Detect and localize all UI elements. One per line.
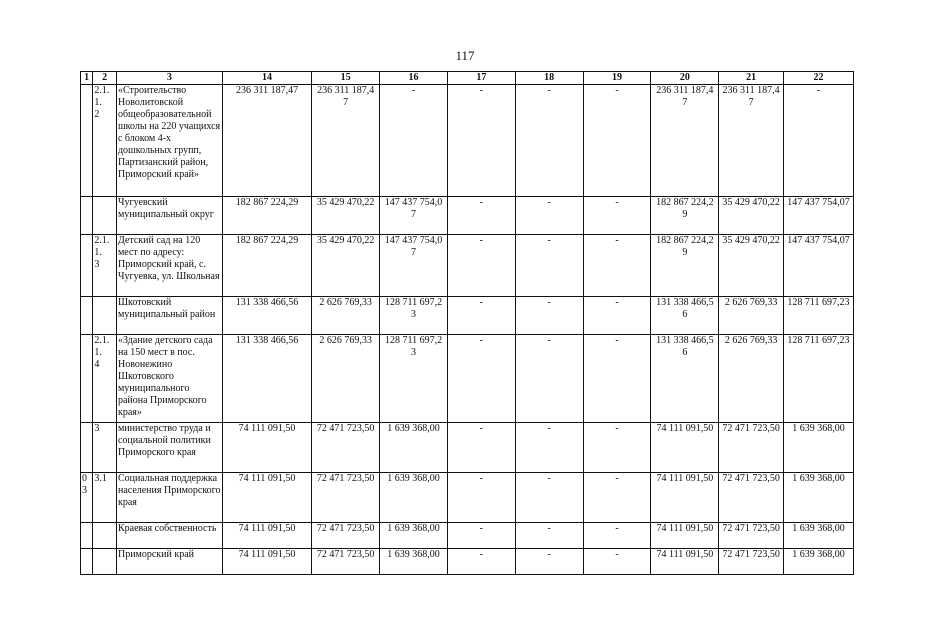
table-row [81, 197, 854, 235]
empty-value-cell: - [583, 235, 651, 297]
amount-cell: 2 626 769,33 [719, 297, 784, 335]
column-header: 17 [447, 72, 515, 85]
header-row [81, 72, 854, 85]
amount-cell: 72 471 723,50 [312, 549, 380, 575]
empty-value-cell: - [447, 523, 515, 549]
empty-value-cell: - [583, 85, 651, 197]
table-row [81, 423, 854, 473]
table-row [81, 297, 854, 335]
amount-cell: 131 338 466,5 6 [651, 297, 719, 335]
amount-cell: 74 111 091,50 [651, 549, 719, 575]
empty-value-cell: - [447, 85, 515, 197]
column-header: 18 [515, 72, 583, 85]
empty-value-cell: - [583, 297, 651, 335]
empty-value-cell: - [447, 235, 515, 297]
amount-cell: 128 711 697,23 [783, 335, 853, 423]
amount-cell: 131 338 466,56 [222, 335, 311, 423]
amount-cell: 72 471 723,50 [312, 473, 380, 523]
description-cell: Приморский край [116, 549, 222, 575]
item-number-cell [93, 297, 117, 335]
empty-value-cell: - [447, 197, 515, 235]
item-number-cell: 2.1.1. 3 [93, 235, 117, 297]
empty-value-cell: - [447, 473, 515, 523]
column-header: 21 [719, 72, 784, 85]
table-row [81, 523, 854, 549]
amount-cell: 72 471 723,50 [312, 523, 380, 549]
empty-value-cell: - [380, 85, 448, 197]
code-cell [81, 297, 93, 335]
amount-cell: 131 338 466,5 6 [651, 335, 719, 423]
amount-cell: 74 111 091,50 [222, 473, 311, 523]
empty-value-cell: - [447, 423, 515, 473]
item-number-cell [93, 523, 117, 549]
amount-cell: 74 111 091,50 [222, 423, 311, 473]
item-number-cell [93, 549, 117, 575]
empty-value-cell: - [583, 197, 651, 235]
empty-value-cell: - [583, 423, 651, 473]
empty-value-cell: - [515, 523, 583, 549]
amount-cell: 236 311 187,47 [222, 85, 311, 197]
amount-cell: 72 471 723,50 [719, 473, 784, 523]
item-number-cell: 2.1.1. 2 [93, 85, 117, 197]
item-number-cell: 3 [93, 423, 117, 473]
empty-value-cell: - [515, 297, 583, 335]
code-cell [81, 335, 93, 423]
amount-cell: 128 711 697,2 3 [380, 297, 448, 335]
empty-value-cell: - [447, 335, 515, 423]
amount-cell: 72 471 723,50 [719, 549, 784, 575]
table-row [81, 235, 854, 297]
amount-cell: 1 639 368,00 [380, 473, 448, 523]
amount-cell: 35 429 470,22 [719, 235, 784, 297]
amount-cell: 1 639 368,00 [783, 473, 853, 523]
table-row [81, 549, 854, 575]
column-header: 2 [93, 72, 117, 85]
column-header: 22 [783, 72, 853, 85]
amount-cell: 74 111 091,50 [222, 523, 311, 549]
description-cell: Чугуевский муниципальный округ [116, 197, 222, 235]
amount-cell: 1 639 368,00 [783, 549, 853, 575]
amount-cell: 72 471 723,50 [312, 423, 380, 473]
amount-cell: 74 111 091,50 [651, 473, 719, 523]
budget-table [80, 71, 854, 575]
empty-value-cell: - [583, 549, 651, 575]
amount-cell: 35 429 470,22 [312, 235, 380, 297]
column-header: 14 [222, 72, 311, 85]
code-cell [81, 85, 93, 197]
column-header: 1 [81, 72, 93, 85]
amount-cell: 2 626 769,33 [312, 335, 380, 423]
amount-cell: 147 437 754,0 7 [380, 235, 448, 297]
description-cell: «Здание детского сада на 150 мест в пос. Новонежино Шкотовского муниципального района Приморского края» [116, 335, 222, 423]
empty-value-cell: - [515, 85, 583, 197]
empty-value-cell: - [515, 197, 583, 235]
code-cell [81, 197, 93, 235]
code-cell: 03 [81, 473, 93, 523]
column-header: 16 [380, 72, 448, 85]
amount-cell: 1 639 368,00 [380, 523, 448, 549]
amount-cell: 72 471 723,50 [719, 423, 784, 473]
description-cell: Краевая собственность [116, 523, 222, 549]
column-header: 20 [651, 72, 719, 85]
amount-cell: 128 711 697,23 [783, 297, 853, 335]
description-cell: Социальная поддержка населения Приморского края [116, 473, 222, 523]
column-header: 19 [583, 72, 651, 85]
amount-cell: 182 867 224,29 [222, 235, 311, 297]
description-cell: министерство труда и социальной политики Приморского края [116, 423, 222, 473]
amount-cell: 74 111 091,50 [222, 549, 311, 575]
empty-value-cell: - [515, 235, 583, 297]
description-cell: Детский сад на 120 мест по адресу: Приморский край, с. Чугуевка, ул. Школьная [116, 235, 222, 297]
description-cell: «Строительство Новолитовской общеобразовательной школы на 220 учащихся с блоком 4-х дошкольных групп, Партизанский район, Приморский край» [116, 85, 222, 197]
amount-cell: 128 711 697,2 3 [380, 335, 448, 423]
column-header: 3 [116, 72, 222, 85]
empty-value-cell: - [583, 335, 651, 423]
empty-value-cell: - [583, 473, 651, 523]
empty-value-cell: - [515, 423, 583, 473]
empty-value-cell: - [583, 523, 651, 549]
item-number-cell: 3.1 [93, 473, 117, 523]
amount-cell: 35 429 470,22 [312, 197, 380, 235]
item-number-cell: 2.1.1. 4 [93, 335, 117, 423]
amount-cell: 1 639 368,00 [380, 423, 448, 473]
table-row [81, 85, 854, 197]
empty-value-cell: - [515, 549, 583, 575]
description-cell: Шкотовский муниципальный район [116, 297, 222, 335]
amount-cell: 72 471 723,50 [719, 523, 784, 549]
code-cell [81, 523, 93, 549]
empty-value-cell: - [783, 85, 853, 197]
amount-cell: 182 867 224,29 [222, 197, 311, 235]
table-row [81, 473, 854, 523]
amount-cell: 182 867 224,2 9 [651, 235, 719, 297]
amount-cell: 2 626 769,33 [312, 297, 380, 335]
code-cell [81, 423, 93, 473]
empty-value-cell: - [515, 335, 583, 423]
empty-value-cell: - [515, 473, 583, 523]
page-number: 117 [455, 48, 475, 63]
amount-cell: 74 111 091,50 [651, 423, 719, 473]
code-cell [81, 235, 93, 297]
amount-cell: 35 429 470,22 [719, 197, 784, 235]
amount-cell: 147 437 754,07 [783, 197, 853, 235]
column-header: 15 [312, 72, 380, 85]
amount-cell: 182 867 224,2 9 [651, 197, 719, 235]
code-cell [81, 549, 93, 575]
table-row [81, 335, 854, 423]
amount-cell: 236 311 187,4 7 [719, 85, 784, 197]
amount-cell: 1 639 368,00 [783, 523, 853, 549]
amount-cell: 131 338 466,56 [222, 297, 311, 335]
amount-cell: 147 437 754,07 [783, 235, 853, 297]
amount-cell: 1 639 368,00 [380, 549, 448, 575]
amount-cell: 147 437 754,0 7 [380, 197, 448, 235]
item-number-cell [93, 197, 117, 235]
amount-cell: 2 626 769,33 [719, 335, 784, 423]
amount-cell: 236 311 187,4 7 [651, 85, 719, 197]
amount-cell: 74 111 091,50 [651, 523, 719, 549]
empty-value-cell: - [447, 549, 515, 575]
amount-cell: 1 639 368,00 [783, 423, 853, 473]
empty-value-cell: - [447, 297, 515, 335]
amount-cell: 236 311 187,4 7 [312, 85, 380, 197]
